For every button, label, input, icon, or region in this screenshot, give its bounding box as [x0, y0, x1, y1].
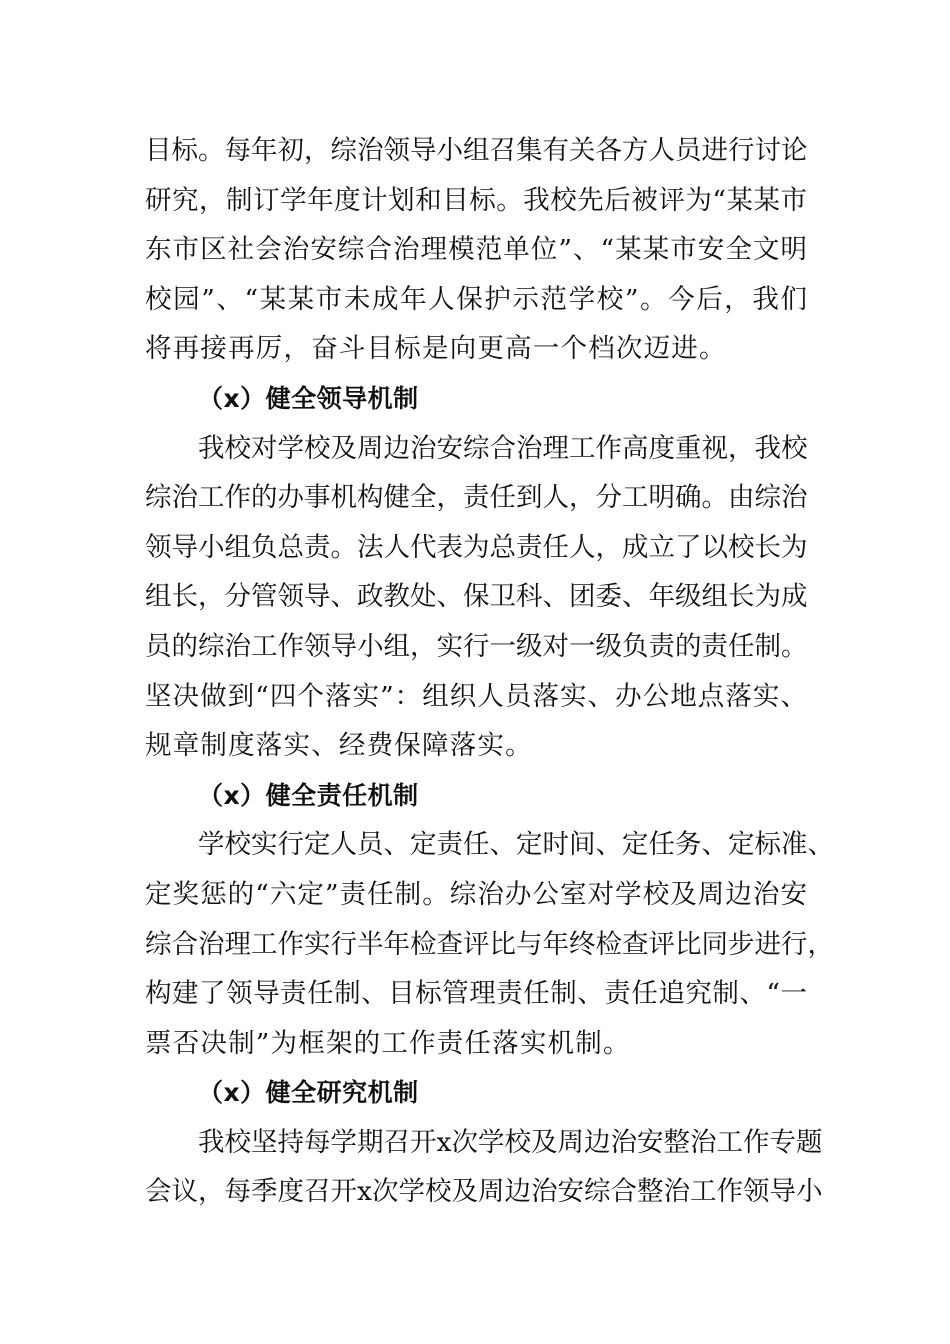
- text-line: 校园”、“某某市未成年人保护示范学校”。今后，我们: [145, 283, 807, 315]
- text-line: 组长，分管领导、政教处、保卫科、团委、年级组长为成: [145, 581, 808, 613]
- document-page: [145, 126, 834, 1217]
- section-heading: （x）健全研究机制: [198, 1078, 419, 1108]
- text-line: 构建了领导责任制、目标管理责任制、责任追究制、“一: [145, 978, 807, 1010]
- section-heading: （x）健全领导机制: [198, 383, 419, 413]
- text-line: 员的综治工作领导小组，实行一级对一级负责的责任制。: [145, 630, 808, 662]
- text-line: 学校实行定人员、定责任、定时间、定任务、定标准、: [198, 829, 834, 861]
- text-line: 会议，每季度召开x次学校及周边治安综合整治工作领导小: [145, 1176, 823, 1208]
- text-line: 坚决做到“四个落实”：组织人员落实、办公地点落实、: [145, 680, 807, 712]
- text-line: 将再接再厉，奋斗目标是向更高一个档次迈进。: [145, 333, 727, 365]
- text-line: 规章制度落实、经费保障落实。: [145, 730, 533, 762]
- text-line: 我校坚持每学期召开x次学校及周边治安整治工作专题: [198, 1126, 823, 1158]
- text-line: 票否决制”为框架的工作责任落实机制。: [145, 1027, 631, 1059]
- text-line: 领导小组负总责。法人代表为总责任人，成立了以校长为: [145, 531, 808, 563]
- text-line: 综治工作的办事机构健全，责任到人，分工明确。由综治: [145, 482, 808, 514]
- text-line: 我校对学校及周边治安综合治理工作高度重视，我校: [198, 432, 808, 464]
- text-line: 定奖惩的“六定”责任制。综治办公室对学校及周边治安: [145, 878, 807, 910]
- text-line: 目标。每年初，综治领导小组召集有关各方人员进行讨论: [145, 135, 808, 166]
- text-line: 研究，制订学年度计划和目标。我校先后被评为“某某市: [145, 184, 807, 216]
- section-heading: （x）健全责任机制: [198, 780, 419, 810]
- text-line: 综合治理工作实行半年检查评比与年终检查评比同步进行，: [145, 928, 834, 960]
- text-line: 东市区社会治安综合治理模范单位”、“某某市安全文明: [145, 234, 807, 266]
